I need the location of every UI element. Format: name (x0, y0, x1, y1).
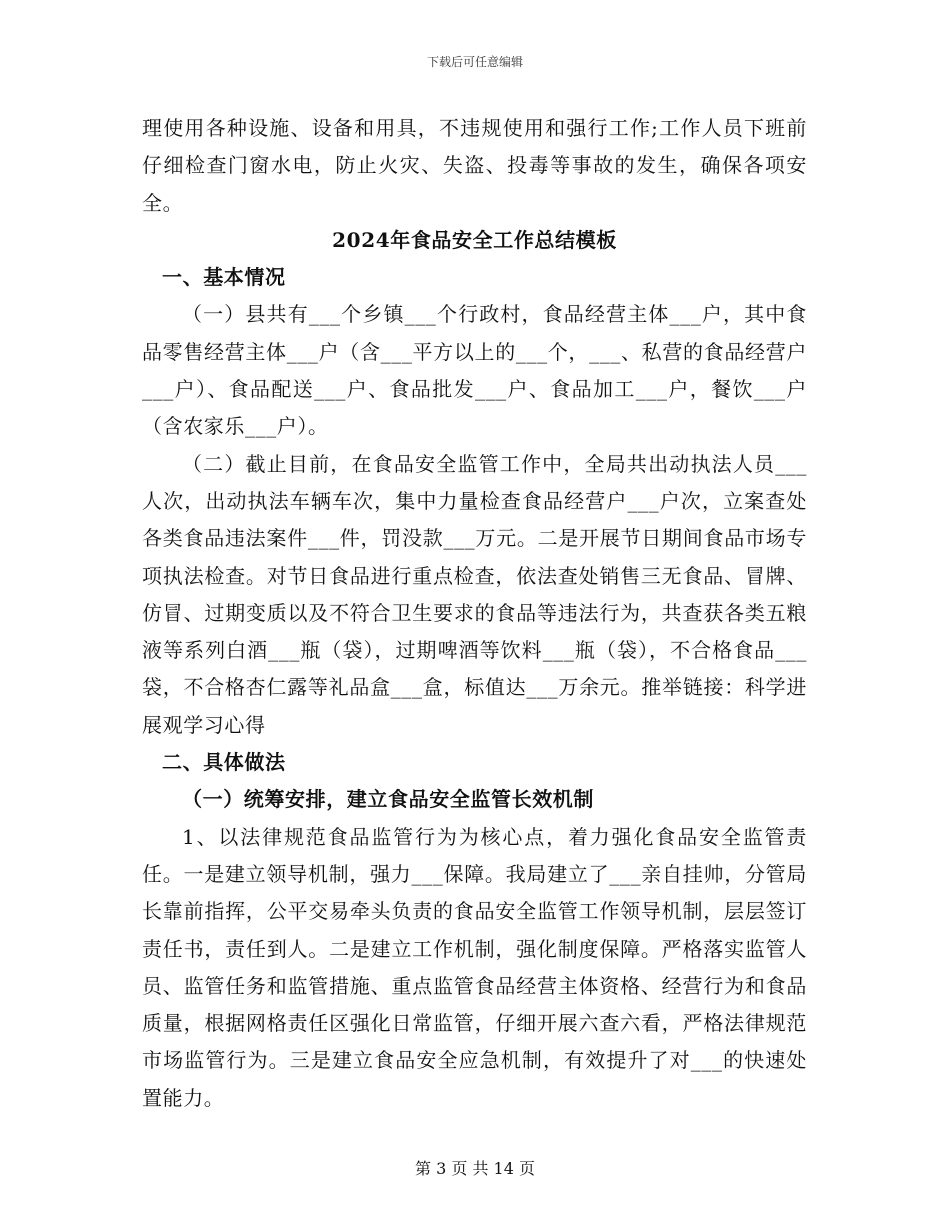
section2-paragraph-1: 1、以法律规范食品监管行为为核心点，着力强化食品安全监管责任。一是建立领导机制，强力___保障。我局建立了___亲自挂帅，分管局长靠前指挥，公平交易牵头负责的食品安全监管工作领导机制，层层签订责任书，责任到人。二是建立工作机制，强化制度保障。严格落实监管人员、监管任务和监管措施、重点监管食品经营主体资格、经营行为和食品质量，根据网格责任区强化日常监管，仔细开展六查六看，严格法律规范市场监管行为。三是建立食品安全应急机制，有效提升了对___的快速处置能力。 (142, 824, 807, 1110)
section2-subheading: （一）统筹安排，建立食品安全监管长效机制 (182, 787, 594, 812)
page-header-note: 下载后可任意编辑 (426, 55, 523, 69)
section1-paragraph-1: （一）县共有___个乡镇___个行政村，食品经营主体___户，其中食品零售经营主体___户（含___平方以上的___个，___、私营的食品经营户___户）、食品配送___户、食品批发___户、食品加工___户，餐饮___户（含农家乐___户）。 (142, 302, 807, 439)
intro-paragraph: 理使用各种设施、设备和用具，不违规使用和强行工作;工作人员下班前仔细检查门窗水电，防止火灾、失盗、投毒等事故的发生，确保各项安全。 (142, 116, 807, 215)
section1-paragraph-2: （二）截止目前，在食品安全监管工作中，全局共出动执法人员___人次，出动执法车辆车次，集中力量检查食品经营户___户次，立案查处各类食品违法案件___件，罚没款___万元。二是开展节日期间食品市场专项执法检查。对节日食品进行重点检查，依法查处销售三无食品、冒牌、仿冒、过期变质以及不符合卫生要求的食品等违法行为，共查获各类五粮液等系列白酒___瓶（袋），过期啤酒等饮料___瓶（袋），不合格食品___袋，不合格杏仁露等礼品盒___盒，标值达___万余元。推举链接：科学进展观学习心得 (142, 451, 807, 737)
section1-heading: 一、基本情况 (162, 265, 286, 290)
page-footer: 第 3 页 共 14 页 (415, 1159, 535, 1178)
document-title: 2024年食品安全工作总结模板 (332, 227, 617, 252)
document-body (142, 110, 807, 1117)
section2-heading: 二、具体做法 (162, 750, 286, 775)
